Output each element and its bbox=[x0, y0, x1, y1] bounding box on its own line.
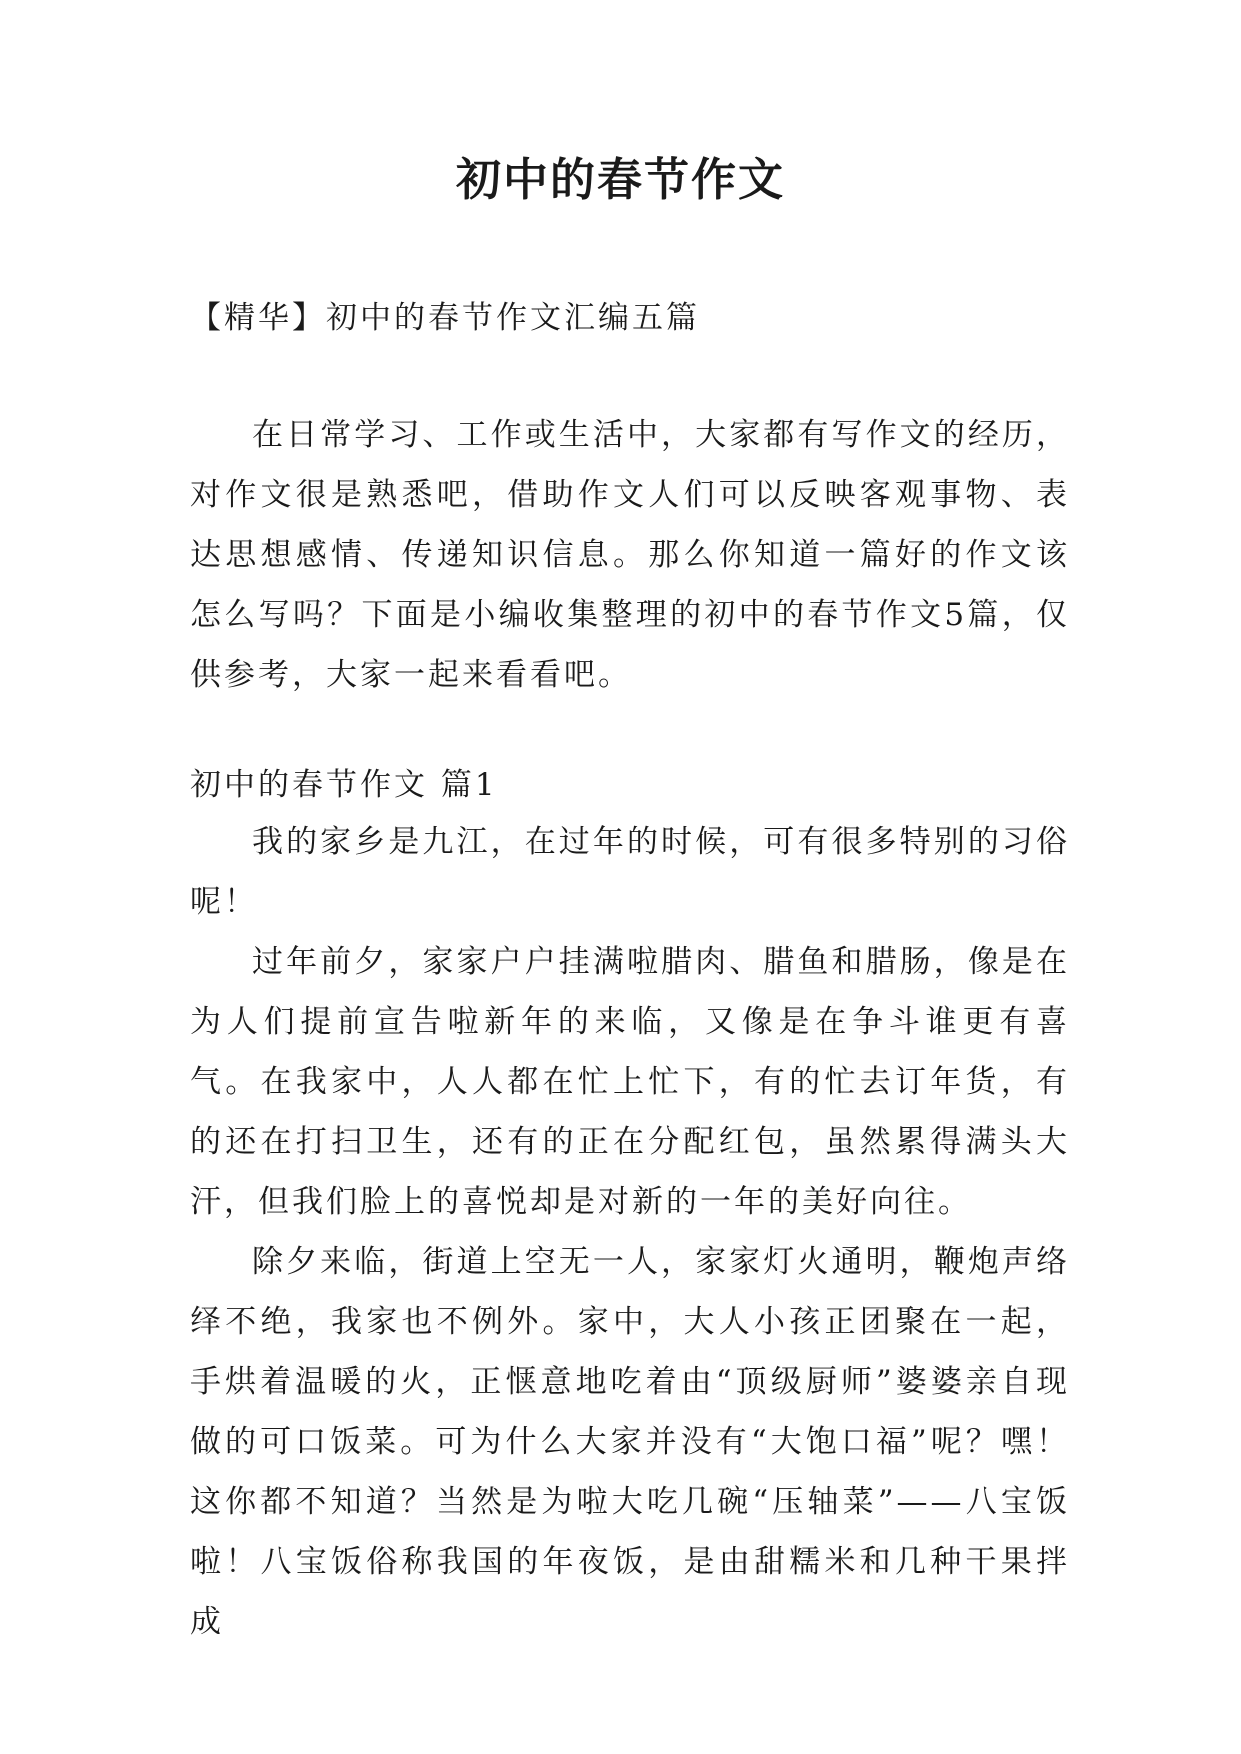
essay-paragraph: 我的家乡是九江，在过年的时候，可有很多特别的习俗呢！ bbox=[190, 824, 1070, 920]
document-title: 初中的春节作文 bbox=[455, 153, 785, 206]
essay-paragraph: 除夕来临，街道上空无一人，家家灯火通明，鞭炮声络绎不绝，我家也不例外。家中，大人小孩正团聚在一起，手烘着温暖的火，正惬意地吃着由“顶级厨师”婆婆亲自现做的可口饭菜。可为什么大家并没有“大饱口福”呢？嘿！这你都不知道？当然是为啦大吃几碗“压轴菜”——八宝饭啦！八宝饭俗称我国的年夜饭，是由甜糯米和几种干果拌成 bbox=[190, 1244, 1070, 1640]
subtitle-text: 【精华】初中的春节作文汇编五篇 bbox=[190, 300, 700, 336]
essay-paragraph: 过年前夕，家家户户挂满啦腊肉、腊鱼和腊肠，像是在为人们提前宣告啦新年的来临，又像是在争斗谁更有喜气。在我家中，人人都在忙上忙下，有的忙去订年货，有的还在打扫卫生，还有的正在分配红包，虽然累得满头大汗，但我们脸上的喜悦却是对新的一年的美好向往。 bbox=[190, 944, 1070, 1220]
section-heading bbox=[190, 755, 1070, 815]
intro-section bbox=[190, 405, 1070, 705]
intro-paragraph: 在日常学习、工作或生活中，大家都有写作文的经历，对作文很是熟悉吧，借助作文人们可以反映客观事物、表达思想感情、传递知识信息。那么你知道一篇好的作文该怎么写吗？下面是小编收集整理的初中的春节作文5篇，仅供参考，大家一起来看看吧。 bbox=[190, 417, 1070, 693]
document-subtitle bbox=[190, 288, 1070, 348]
section-heading-text: 初中的春节作文 篇1 bbox=[190, 767, 498, 803]
essay-body bbox=[190, 812, 1070, 1652]
